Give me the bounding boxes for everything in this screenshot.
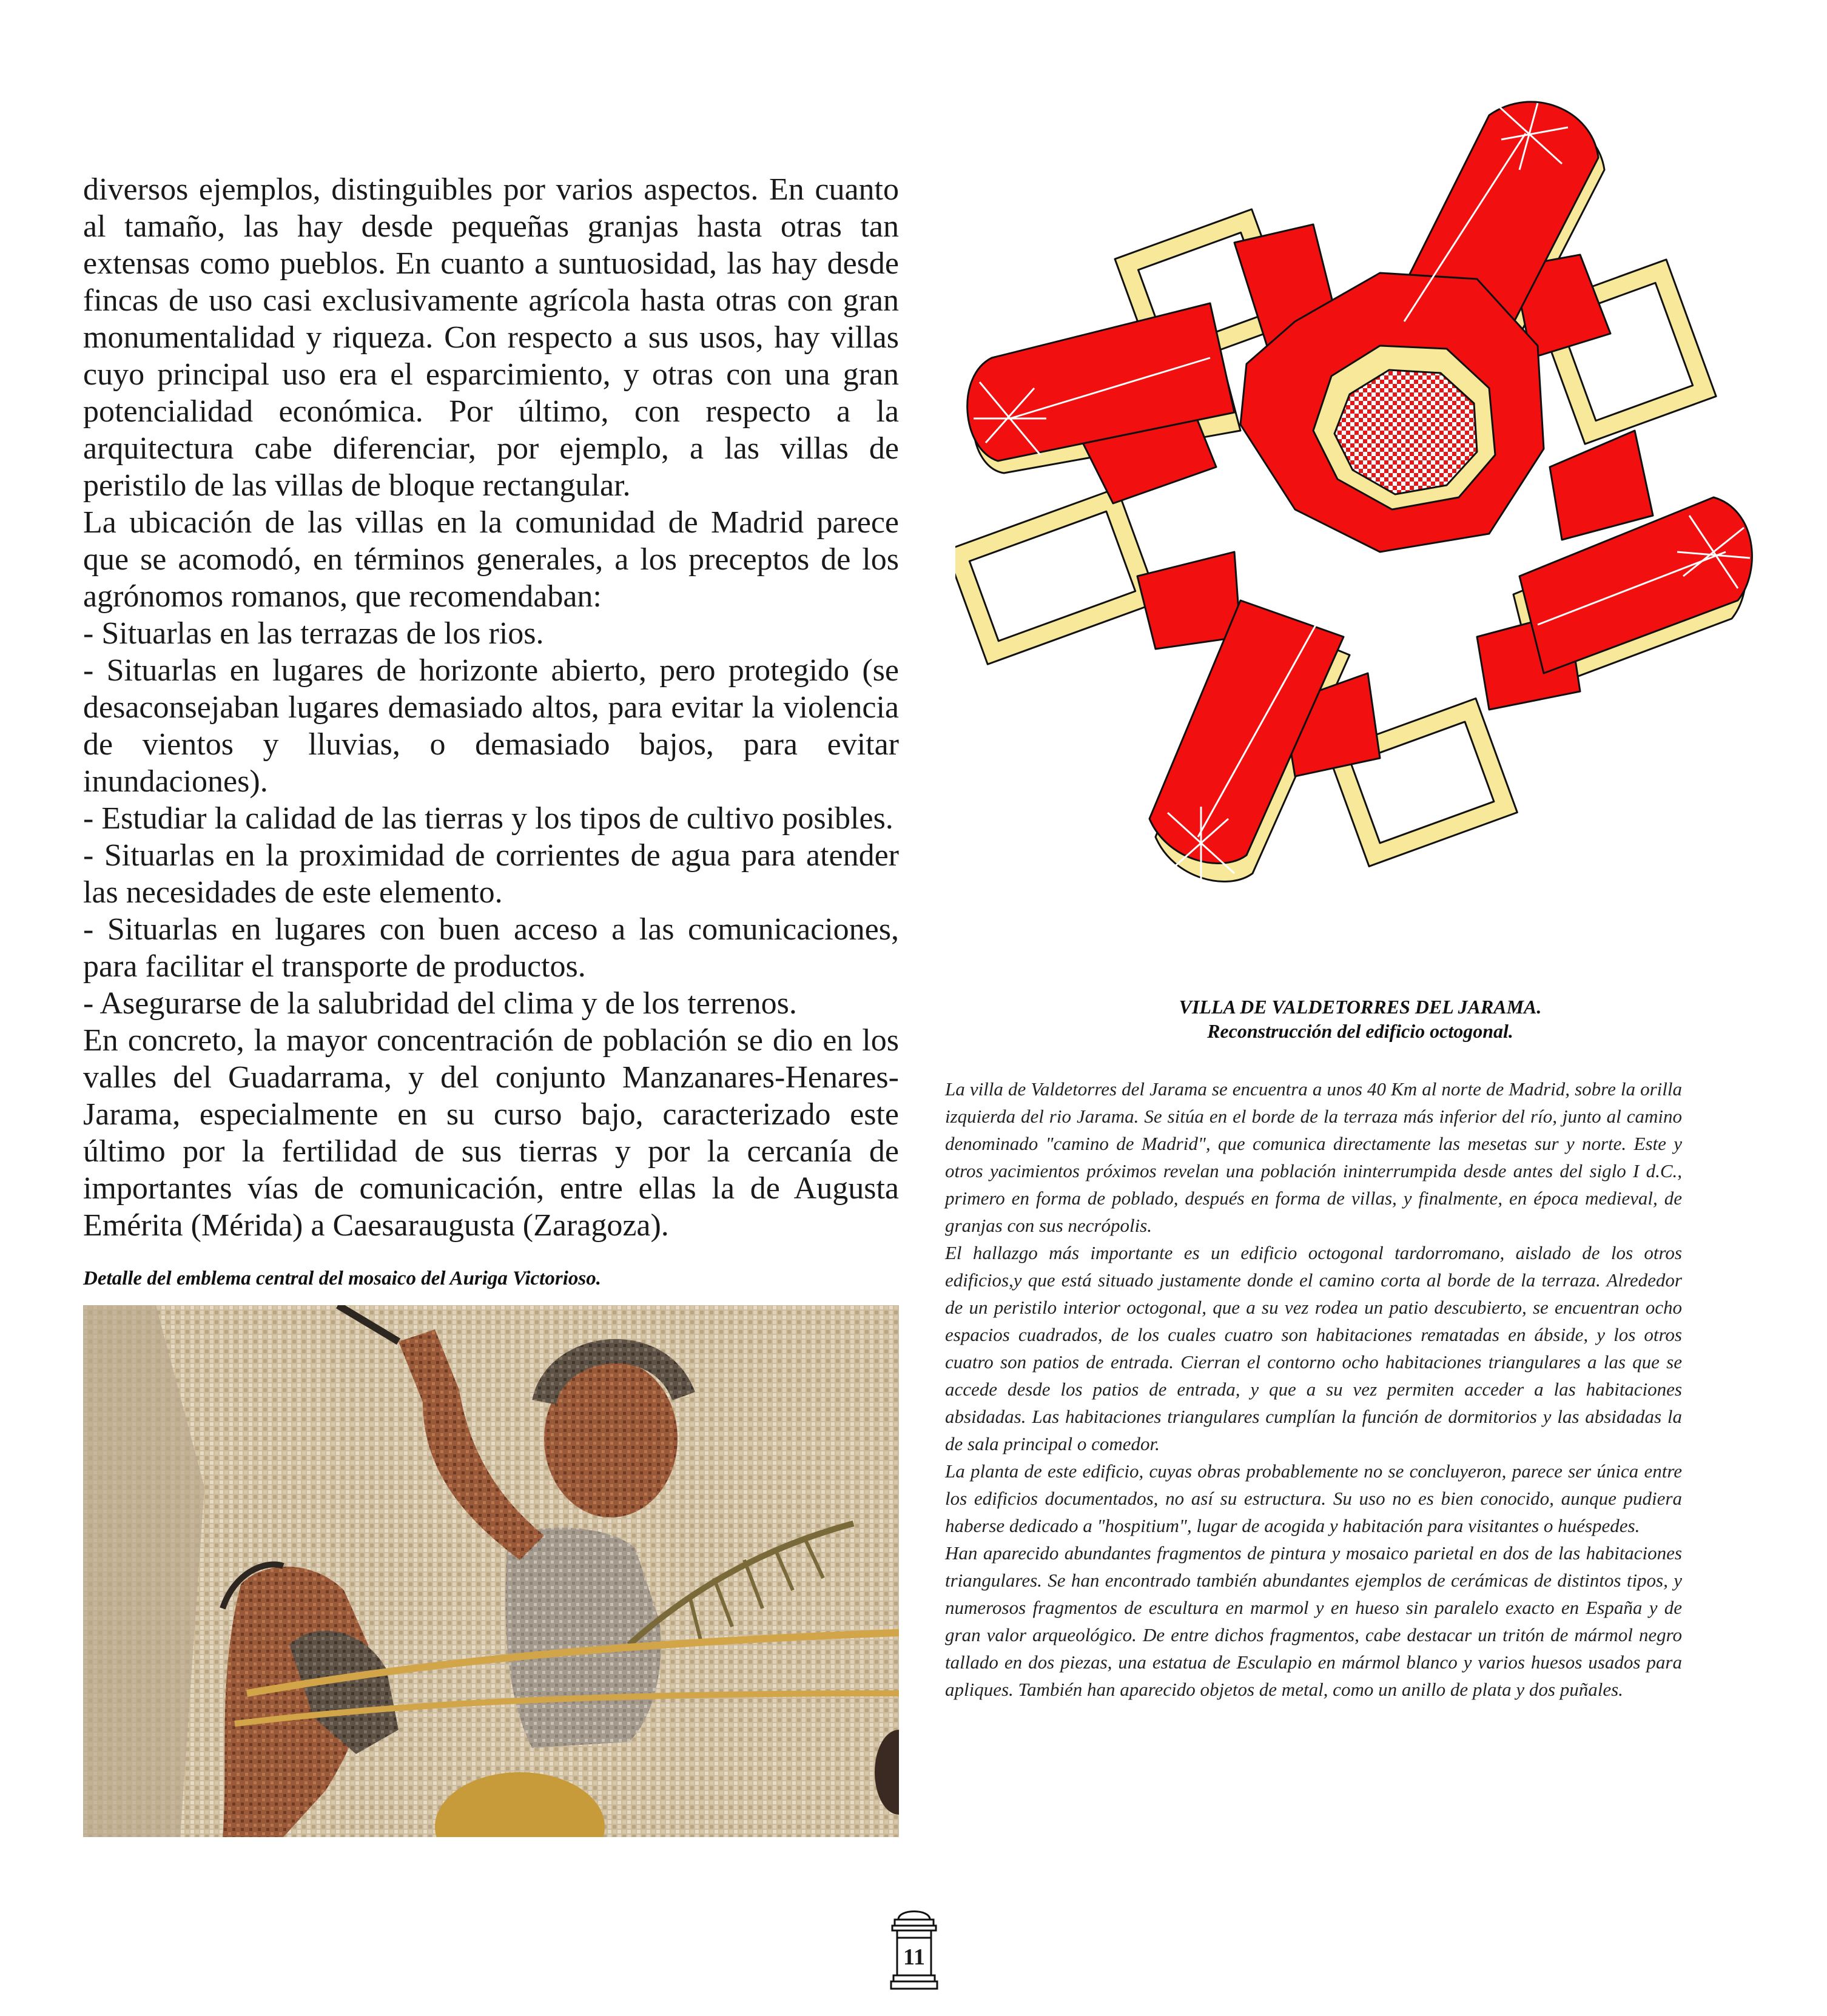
location-paragraph: La ubicación de las villas en la comunidad de Madrid parece que se acomodó, en términos generales, a los preceptos de los agrónomos romanos, que recomendaban: <box>83 505 899 614</box>
villa-caption-subtitle: Reconstrucción del edificio octogonal. <box>1207 1020 1513 1042</box>
villa-paragraph: La villa de Valdetorres del Jarama se encuentra a unos 40 Km al norte de Madrid, sobre la orilla izquierda del rio Jarama. Se sitúa en el borde de la terraza más inferior del río, junto al camino denominado "camino de Madrid", que comunica directamente las mesetas sur y norte. Este y otros yacimientos próximos revelan una población ininterrumpida desde antes del siglo I d.C., primero en forma de poblado, después en forma de villas, y finalmente, en época medieval, de granjas con sus necrópolis. <box>945 1078 1682 1236</box>
villa-paragraph: Han aparecido abundantes fragmentos de pintura y mosaico parietal en dos de las habitaciones triangulares. Se han encontrado también abundantes ejemplos de cerámicas de distintos tipos, y numerosos fragmentos de escultura en marmol y en hueso sin paralelo exacto en España y de gran valor arqueológico. De entre dichos fragmentos, cabe destacar un tritón de mármol negro tallado en dos piezas, una estatua de Esculapio en mármol blanco y varios huesos usados para apliques. También han aparecido objetos de metal, como un anillo de plata y dos puñales. <box>945 1542 1682 1700</box>
mosaic-caption: Detalle del emblema central del mosaico del Auriga Victorioso. <box>83 1268 601 1289</box>
recommendation-item: - Asegurarse de la salubridad del clima y de los terrenos. <box>83 986 797 1021</box>
octagonal-building-drawing <box>955 91 1765 934</box>
page-number-text: 11 <box>903 1944 925 1970</box>
villa-paragraph: El hallazgo más importante es un edificio octogonal tardorromano, aislado de los otros edificios,y que está situado justamente donde el camino corta al borde de la terraza. Alrededor de un peristilo interior octogonal, que a su vez rodea un patio descubierto, se encuentran ocho espacios cuadrados, de los cuales cuatro son habitaciones rematadas en ábside, y los otros cuatro son patios de entrada. Cierran el contorno ocho habitaciones triangulares a las que se accede desde los patios de entrada, y que a su vez permiten acceder a las habitaciones absidadas. Las habitaciones triangulares cumplían la función de dormitorios y las absidadas la de sala principal o comedor. <box>945 1242 1682 1454</box>
closing-paragraph: En concreto, la mayor concentración de población se dio en los valles del Guadarrama, y del conjunto Manzanares-Henares-Jarama, especialmente en su curso bajo, caracterizado este último por la fertilidad de sus tierras y por la cercanía de importantes vías de comunicación, entre ellas la de Augusta Emérita (Mérida) a Caesaraugusta (Zaragoza). <box>83 1023 899 1243</box>
villa-caption-title: VILLA DE VALDETORRES DEL JARAMA. <box>1179 996 1542 1018</box>
villa-reconstruction-diagram <box>955 91 1765 934</box>
recommendation-item: - Situarlas en las terrazas de los rios. <box>83 616 544 651</box>
villa-paragraph: La planta de este edificio, cuyas obras probablemente no se concluyeron, parece ser única entre los edificios documentados, no así su estructura. Su uso no es bien conocido, aunque pudiera haberse dedicado a "hospitium", lugar de acogida y habitación para visitantes o huéspedes. <box>945 1460 1682 1536</box>
recommendation-item: - Situarlas en lugares de horizonte abierto, pero protegido (se desaconsejaban lugares demasiado altos, para evitar la violencia de vientos y lluvias, o demasiado bajos, para evitar inundaciones). <box>83 653 899 799</box>
recommendation-item: - Situarlas en lugares con buen acceso a las comunicaciones, para facilitar el transporte de productos. <box>83 912 899 984</box>
villa-caption <box>955 995 1765 1043</box>
page-number <box>890 1901 938 1992</box>
mosaic-illustration <box>83 1305 899 1837</box>
left-column-text <box>83 171 899 1244</box>
intro-paragraph: diversos ejemplos, distinguibles por varios aspectos. En cuanto al tamaño, las hay desde pequeñas granjas hasta otras tan extensas como pueblos. En cuanto a suntuosidad, las hay desde fincas de uso casi exclusivamente agrícola hasta otras con gran monumentalidad y riqueza. Con respecto a sus usos, hay villas cuyo principal uso era el esparcimiento, y otras con una gran potencialidad económica. Por último, con respecto a la arquitectura cabe diferenciar, por ejemplo, a las villas de peristilo de las villas de bloque rectangular. <box>83 172 899 503</box>
recommendation-item: - Estudiar la calidad de las tierras y los tipos de cultivo posibles. <box>83 801 893 836</box>
mosaic-photo <box>83 1305 899 1837</box>
right-column-text <box>945 1075 1682 1703</box>
recommendation-item: - Situarlas en la proximidad de corrientes de agua para atender las necesidades de este elemento. <box>83 838 899 910</box>
